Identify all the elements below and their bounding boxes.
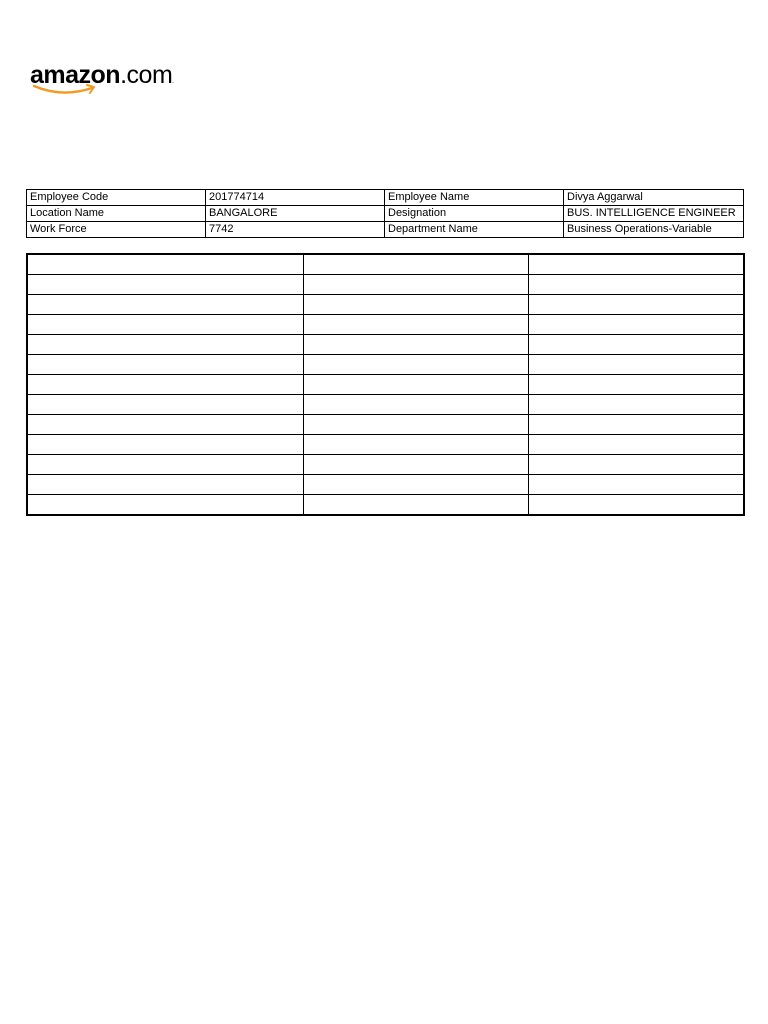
empty-cell [528, 415, 744, 435]
empty-cell [303, 435, 528, 455]
empty-cell [528, 495, 744, 516]
table-row [27, 355, 744, 375]
empty-cell [27, 395, 303, 415]
empty-cell [27, 295, 303, 315]
label-cell: Department Name [385, 222, 564, 238]
logo-tld: .com [120, 61, 173, 89]
value-cell: 7742 [206, 222, 385, 238]
empty-cell [528, 335, 744, 355]
table-row [27, 190, 744, 206]
table-row [27, 222, 744, 238]
empty-cell [303, 275, 528, 295]
empty-cell [528, 295, 744, 315]
empty-cell [528, 435, 744, 455]
empty-cell [528, 355, 744, 375]
empty-cell [303, 415, 528, 435]
table-row [27, 455, 744, 475]
empty-cell [303, 475, 528, 495]
value-cell: Business Operations-Variable [564, 222, 744, 238]
empty-cell [528, 475, 744, 495]
amazon-logo [30, 60, 200, 100]
table-row [27, 315, 744, 335]
empty-cell [27, 415, 303, 435]
label-cell: Employee Code [27, 190, 206, 206]
value-cell: BANGALORE [206, 206, 385, 222]
smile-arrow-icon [32, 82, 104, 96]
empty-cell [27, 254, 303, 275]
employee-info-table [26, 189, 744, 238]
value-cell: BUS. INTELLIGENCE ENGINEER [564, 206, 744, 222]
table-row [27, 254, 744, 275]
empty-cell [27, 335, 303, 355]
empty-cell [27, 495, 303, 516]
logo-brand: amazon [30, 61, 121, 89]
table-row [27, 475, 744, 495]
value-cell: Divya Aggarwal [564, 190, 744, 206]
label-cell: Work Force [27, 222, 206, 238]
table-row [27, 415, 744, 435]
value-cell: 201774714 [206, 190, 385, 206]
empty-cell [27, 455, 303, 475]
empty-cell [303, 315, 528, 335]
empty-cell [528, 254, 744, 275]
table-row [27, 495, 744, 516]
empty-cell [303, 455, 528, 475]
empty-cell [528, 375, 744, 395]
empty-cell [27, 435, 303, 455]
table-row [27, 335, 744, 355]
table-row [27, 395, 744, 415]
logo-mark: . [172, 79, 174, 85]
empty-cell [303, 295, 528, 315]
table-row [27, 295, 744, 315]
empty-cell [303, 395, 528, 415]
empty-cell [303, 355, 528, 375]
empty-cell [27, 275, 303, 295]
empty-cell [27, 375, 303, 395]
empty-cell [27, 355, 303, 375]
empty-cell [528, 315, 744, 335]
empty-cell [528, 455, 744, 475]
empty-cell [303, 335, 528, 355]
table-row [27, 206, 744, 222]
table-row [27, 275, 744, 295]
details-table [26, 253, 745, 516]
empty-cell [303, 375, 528, 395]
empty-cell [27, 315, 303, 335]
table-row [27, 435, 744, 455]
table-row [27, 375, 744, 395]
label-cell: Location Name [27, 206, 206, 222]
empty-cell [303, 495, 528, 516]
empty-cell [303, 254, 528, 275]
empty-cell [27, 475, 303, 495]
label-cell: Designation [385, 206, 564, 222]
label-cell: Employee Name [385, 190, 564, 206]
empty-cell [528, 275, 744, 295]
empty-cell [528, 395, 744, 415]
